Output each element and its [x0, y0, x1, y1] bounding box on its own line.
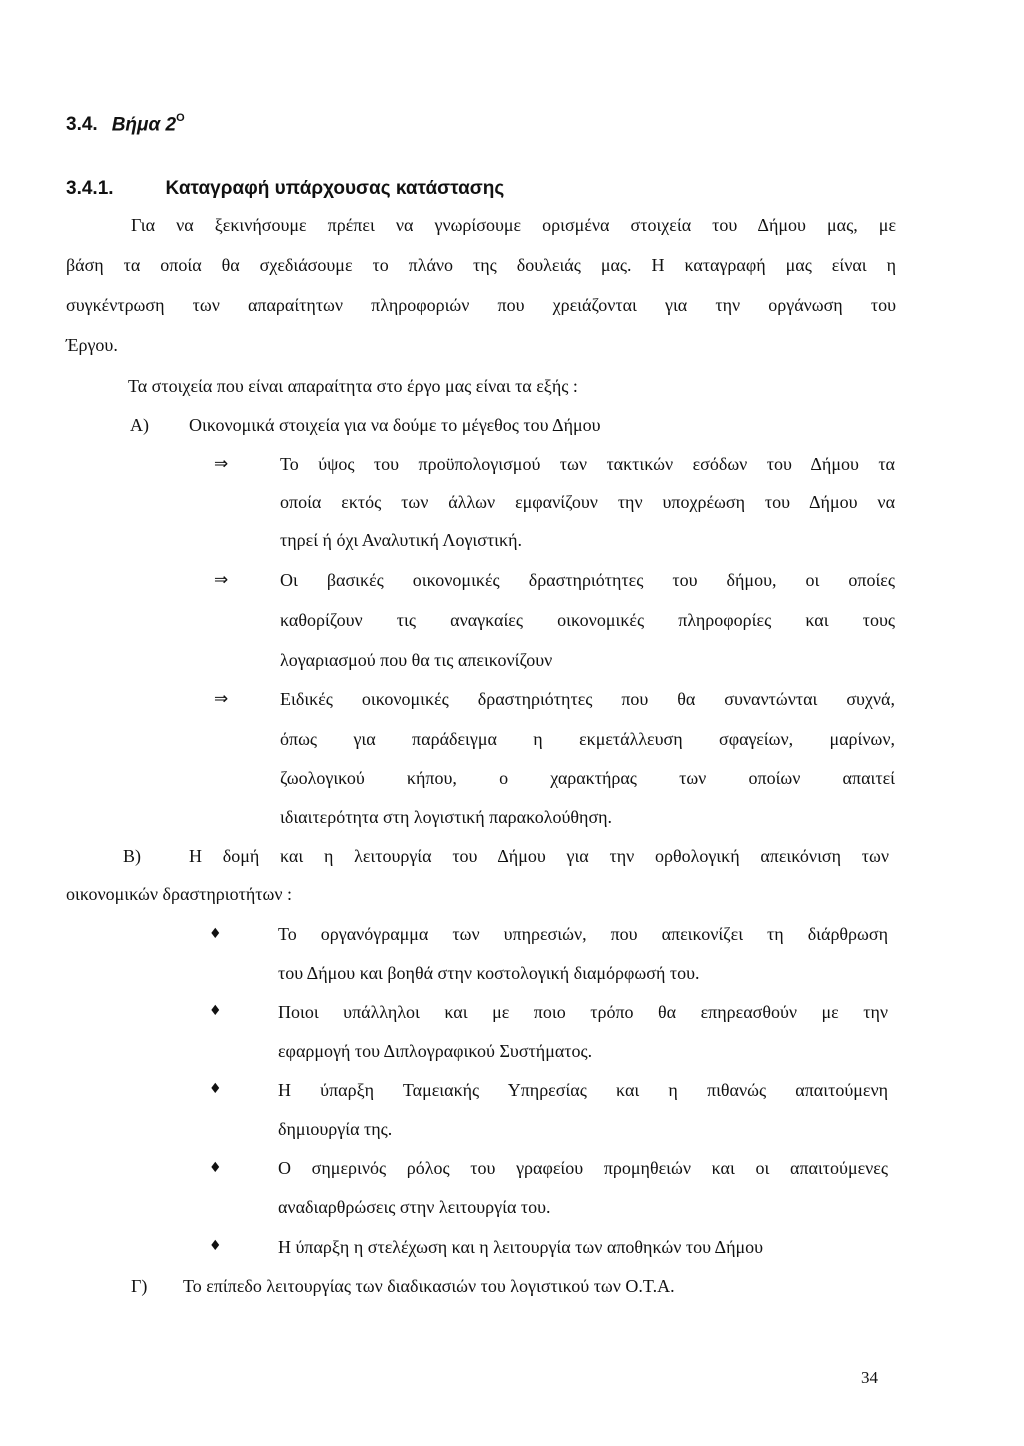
diamond-icon: ♦ [209, 926, 222, 942]
section-title: Βήμα 2 [111, 114, 177, 136]
a-bullet-1-line-3: τηρεί ή όχι Αναλυτική Λογιστική. [280, 530, 523, 550]
a-bullet-3-line-2: όπως για παράδειγμα η εκμετάλλευση σφαγείων, μαρίνων, [280, 729, 895, 749]
diamond-icon: ♦ [209, 1081, 222, 1097]
item-a-text: Οικονομικά στοιχεία για να δούμε το μέγεθος του Δήμου [189, 415, 601, 435]
section-number: 3.4. [66, 114, 98, 136]
arrow-icon: ⇒ [214, 454, 229, 474]
subsection-number: 3.4.1. [66, 178, 114, 199]
lead-sentence: Τα στοιχεία που είναι απαραίτητα στο έργο μας είναι τα εξής : [128, 376, 578, 396]
arrow-icon: ⇒ [214, 689, 229, 709]
item-c-text: Το επίπεδο λειτουργίας των διαδικασιών του λογιστικού των Ο.Τ.Α. [183, 1276, 675, 1296]
a-bullet-2-line-1: Οι βασικές οικονομικές δραστηριότητες του δήμου, οι οποίες [280, 570, 895, 590]
intro-line-3: συγκέντρωση των απαραίτητων πληροφοριών που χρειάζονται για την οργάνωση του [66, 295, 896, 315]
b-bullet-3-line-1: Η ύπαρξη Ταμειακής Υπηρεσίας και η πιθανώς απαιτούμενη [278, 1080, 888, 1100]
page-number: 34 [861, 1368, 878, 1387]
intro-line-2: βάση τα οποία θα σχεδιάσουμε το πλάνο της δουλειάς μας. Η καταγραφή μας είναι η [66, 255, 896, 275]
b-bullet-1-line-2: του Δήμου και βοηθά στην κοστολογική διαμόρφωσή του. [278, 963, 700, 983]
item-b-label: Β) [123, 846, 141, 866]
item-b-line-1: Η δομή και η λειτουργία του Δήμου για την ορθολογική απεικόνιση των [189, 846, 889, 866]
a-bullet-1-line-2: οποία εκτός των άλλων εμφανίζουν την υποχρέωση του Δήμου να [280, 492, 895, 512]
subsection-heading [66, 178, 504, 200]
item-a-label: Α) [130, 415, 149, 435]
arrow-icon: ⇒ [214, 570, 229, 590]
b-bullet-5-line-1: Η ύπαρξη η στελέχωση και η λειτουργία των αποθηκών του Δήμου [278, 1237, 764, 1257]
a-bullet-2-line-2: καθορίζουν τις αναγκαίες οικονομικές πληροφορίες και τους [280, 610, 895, 630]
item-c-label: Γ) [131, 1276, 148, 1296]
diamond-icon: ♦ [209, 1238, 222, 1254]
b-bullet-3-line-2: δημιουργία της. [278, 1119, 393, 1139]
a-bullet-1-line-1: Το ύψος του προϋπολογισμού των τακτικών εσόδων του Δήμου τα [280, 454, 895, 474]
intro-line-4: Έργου. [66, 335, 118, 355]
diamond-icon: ♦ [209, 1003, 222, 1019]
a-bullet-3-line-1: Ειδικές οικονομικές δραστηριότητες που θα συναντώνται συχνά, [280, 689, 895, 709]
subsection-title: Καταγραφή υπάρχουσας κατάστασης [165, 178, 505, 199]
b-bullet-1-line-1: Το οργανόγραμμα των υπηρεσιών, που απεικονίζει τη διάρθρωση [278, 924, 888, 944]
diamond-icon: ♦ [209, 1160, 222, 1176]
b-bullet-2-line-2: εφαρμογή του Διπλογραφικού Συστήματος. [278, 1041, 593, 1061]
a-bullet-2-line-3: λογαριασμού που θα τις απεικονίζουν [280, 650, 553, 670]
a-bullet-3-line-4: ιδιαιτερότητα στη λογιστική παρακολούθηση. [280, 807, 613, 827]
b-bullet-2-line-1: Ποιοι υπάλληλοι και με ποιο τρόπο θα επηρεασθούν με την [278, 1002, 888, 1022]
section-heading [66, 114, 185, 136]
a-bullet-3-line-3: ζωολογικού κήπου, ο χαρακτήρας των οποίων απαιτεί [280, 768, 895, 788]
intro-line-1: Για να ξεκινήσουμε πρέπει να γνωρίσουμε ορισμένα στοιχεία του Δήμου μας, με [131, 215, 896, 235]
b-bullet-4-line-1: Ο σημερινός ρόλος του γραφείου προμηθειών και οι απαιτούμενες [278, 1158, 888, 1178]
item-b-line-2: οικονομικών δραστηριοτήτων : [66, 884, 292, 904]
section-superscript: Ο [176, 112, 185, 124]
b-bullet-4-line-2: αναδιαρθρώσεις στην λειτουργία του. [278, 1197, 551, 1217]
